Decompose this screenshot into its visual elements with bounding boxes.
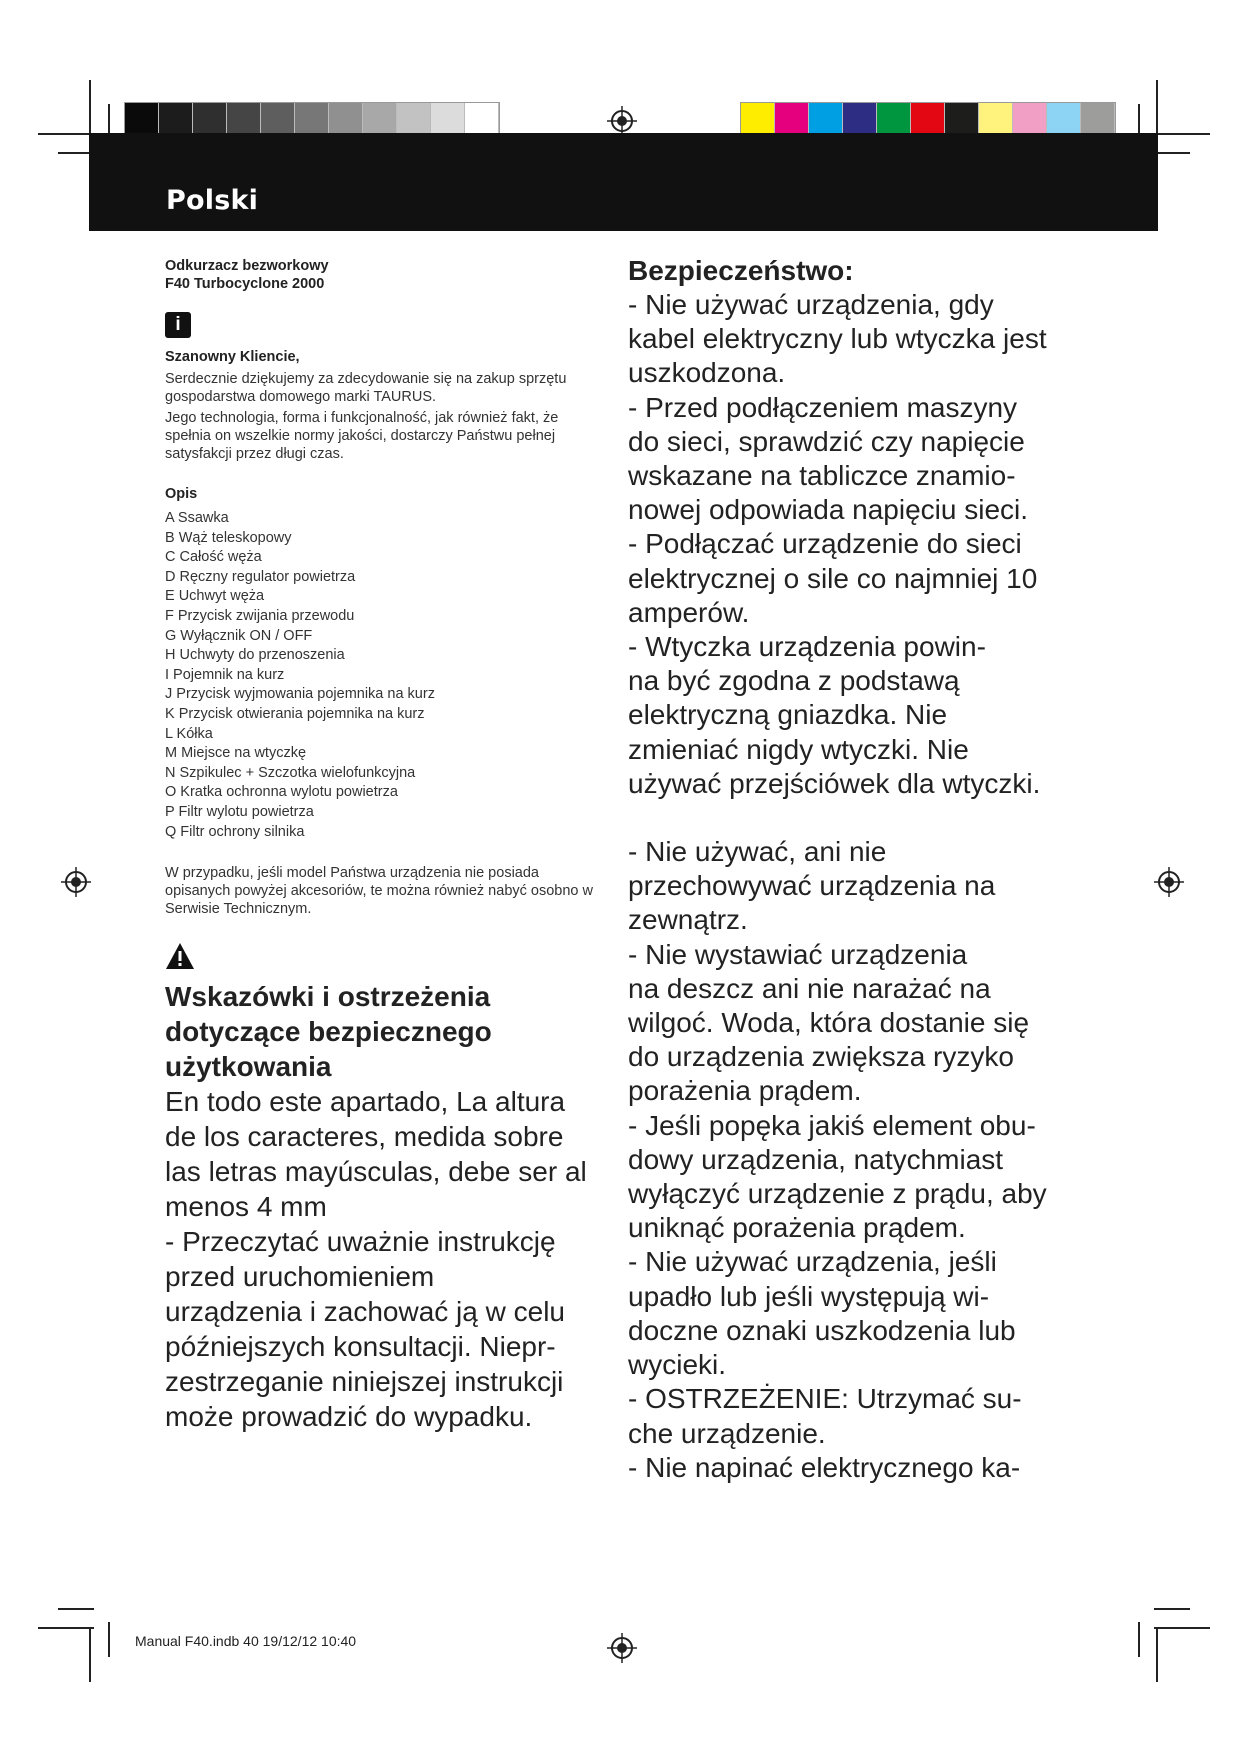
text-line: elektryczną gniazdka. Nie bbox=[628, 699, 948, 731]
list-item: B Wąż teleskopowy bbox=[165, 529, 292, 546]
intro-paragraph: Jego technologia, forma i funkcjonalność, jak również fakt, że spełnia on wszelkie normy jakości, dostarczy Państwu pełnej satysfakcji przez długi czas. bbox=[165, 410, 559, 462]
left-column bbox=[165, 257, 605, 1434]
text-line: doczne oznaki uszkodzenia lub bbox=[628, 1314, 1016, 1346]
description-heading: Opis bbox=[165, 486, 198, 502]
heading-line: użytkowania bbox=[165, 1051, 332, 1083]
crop-mark bbox=[38, 1627, 94, 1629]
list-item: I Pojemnik na kurz bbox=[165, 666, 285, 683]
registration-mark-icon bbox=[1154, 867, 1184, 897]
crop-mark bbox=[1154, 133, 1210, 135]
text-line: En todo este apartado, La altura bbox=[165, 1086, 566, 1118]
text-line: może prowadzić do wypadku. bbox=[165, 1401, 533, 1433]
crop-mark bbox=[1156, 1627, 1158, 1682]
text-line: nowej odpowiada napięciu sieci. bbox=[628, 494, 1029, 526]
text-line: zewnątrz. bbox=[628, 904, 748, 936]
text-line: dowy urządzenia, natychmiast bbox=[628, 1143, 1004, 1175]
text-line: uszkodzona. bbox=[628, 357, 786, 389]
list-item: J Przycisk wyjmowania pojemnika na kurz bbox=[165, 686, 435, 703]
list-item: K Przycisk otwierania pojemnika na kurz bbox=[165, 705, 425, 722]
text-line: wycieki. bbox=[628, 1349, 727, 1381]
list-item: M Miejsce na wtyczkę bbox=[165, 745, 307, 762]
language-title: Polski bbox=[166, 185, 259, 216]
language-header-bar bbox=[89, 133, 1158, 231]
text-line: - OSTRZEŻENIE: Utrzymać su- bbox=[628, 1383, 1022, 1415]
crop-mark bbox=[58, 1608, 94, 1610]
warning-icon bbox=[165, 942, 195, 970]
list-item: H Uchwyty do przenoszenia bbox=[165, 647, 345, 664]
text-line: kabel elektryczny lub wtyczka jest bbox=[628, 323, 1047, 355]
text-line: - Nie wystawiać urządzenia bbox=[628, 938, 968, 970]
text-line: do urządzenia zwiększa ryzyko bbox=[628, 1041, 1014, 1073]
safety-heading bbox=[165, 979, 605, 1084]
text-line: las letras mayúsculas, debe ser al bbox=[165, 1156, 587, 1188]
safety-block-1 bbox=[628, 288, 1108, 801]
list-item: E Uchwyt węża bbox=[165, 588, 265, 605]
text-line: przed uruchomieniem bbox=[165, 1261, 435, 1293]
text-line: - Przed podłączeniem maszyny bbox=[628, 391, 1018, 423]
registration-mark-icon bbox=[607, 106, 637, 136]
crop-mark bbox=[108, 1622, 110, 1657]
list-item: A Ssawka bbox=[165, 510, 229, 526]
intro-paragraph: Serdecznie dziękujemy za zdecydowanie się na zakup sprzętu gospodarstwa domowego marki TAURUS. bbox=[165, 371, 567, 405]
safety-block-2 bbox=[628, 835, 1108, 1485]
registration-mark-icon bbox=[61, 867, 91, 897]
crop-mark bbox=[1156, 80, 1158, 135]
info-icon: i bbox=[165, 312, 191, 338]
text-line: - Nie używać, ani nie bbox=[628, 836, 887, 868]
safety-title: Bezpieczeństwo: bbox=[628, 255, 854, 286]
greeting: Szanowny Kliencie, bbox=[165, 349, 300, 365]
text-line: zestrzeganie niniejszej instrukcji bbox=[165, 1366, 564, 1398]
right-column bbox=[628, 254, 1108, 1485]
text-line: - Wtyczka urządzenia powin- bbox=[628, 631, 986, 663]
heading-line: dotyczące bezpiecznego bbox=[165, 1016, 492, 1048]
product-name: Odkurzacz bezworkowy bbox=[165, 258, 329, 274]
list-item: O Kratka ochronna wylotu powietrza bbox=[165, 784, 398, 801]
heading-line: Wskazówki i ostrzeżenia bbox=[165, 981, 491, 1013]
spanish-note bbox=[165, 1084, 605, 1224]
crop-mark bbox=[89, 1627, 91, 1682]
text-line: na być zgodna z podstawą bbox=[628, 665, 960, 697]
text-line: - Nie napinać elektrycznego ka- bbox=[628, 1451, 1021, 1483]
text-line: przechowywać urządzenia na bbox=[628, 870, 996, 902]
text-line: - Nie używać urządzenia, jeśli bbox=[628, 1246, 997, 1278]
text-line: amperów. bbox=[628, 596, 750, 628]
text-line: na deszcz ani nie narażać na bbox=[628, 972, 991, 1004]
accessories-note: W przypadku, jeśli model Państwa urządzenia nie posiada opisanych powyżej akcesoriów, te można również nabyć osobno w Serwisie Technicznym. bbox=[165, 865, 593, 918]
text-line: do sieci, sprawdzić czy napięcie bbox=[628, 425, 1025, 457]
text-line: - Przeczytać uważnie instrukcję bbox=[165, 1226, 556, 1258]
text-line: wilgoć. Woda, która dostanie się bbox=[628, 1007, 1030, 1039]
crop-mark bbox=[1154, 1608, 1190, 1610]
parts-list bbox=[165, 509, 605, 842]
text-line: che urządzenie. bbox=[628, 1417, 826, 1449]
file-slug: Manual F40.indb 40 19/12/12 10:40 bbox=[135, 1633, 357, 1649]
text-line: wyłączyć urządzenie z prądu, aby bbox=[628, 1178, 1047, 1210]
text-line: późniejszych konsultacji. Niepr- bbox=[165, 1331, 556, 1363]
text-line: porażenia prądem. bbox=[628, 1075, 862, 1107]
text-line: urządzenia i zachować ją w celu bbox=[165, 1296, 565, 1328]
text-line: elektrycznej o sile co najmniej 10 bbox=[628, 562, 1038, 594]
list-item: N Szpikulec + Szczotka wielofunkcyjna bbox=[165, 764, 416, 781]
crop-mark bbox=[1154, 152, 1190, 154]
text-line: - Podłączać urządzenie do sieci bbox=[628, 528, 1022, 560]
list-item: C Całość węża bbox=[165, 549, 262, 566]
read-instructions-paragraph bbox=[165, 1224, 605, 1434]
crop-mark bbox=[1154, 1627, 1210, 1629]
text-line: - Jeśli popęka jakiś element obu- bbox=[628, 1109, 1036, 1141]
list-item: L Kółka bbox=[165, 725, 213, 742]
list-item: Q Filtr ochrony silnika bbox=[165, 823, 305, 840]
text-line: - Nie używać urządzenia, gdy bbox=[628, 289, 994, 320]
text-line: używać przejściówek dla wtyczki. bbox=[628, 767, 1041, 799]
list-item: F Przycisk zwijania przewodu bbox=[165, 607, 355, 624]
crop-mark bbox=[38, 133, 94, 135]
list-item: G Wyłącznik ON / OFF bbox=[165, 627, 313, 644]
text-line: wskazane na tabliczce znamio- bbox=[628, 460, 1016, 492]
text-line: zmieniać nigdy wtyczki. Nie bbox=[628, 733, 969, 765]
list-item: P Filtr wylotu powietrza bbox=[165, 803, 314, 820]
product-model: F40 Turbocyclone 2000 bbox=[165, 276, 325, 292]
text-line: upadło lub jeśli występują wi- bbox=[628, 1280, 990, 1312]
text-line: menos 4 mm bbox=[165, 1191, 327, 1223]
list-item: D Ręczny regulator powietrza bbox=[165, 568, 356, 585]
registration-mark-icon bbox=[607, 1633, 637, 1663]
text-line: uniknąć porażenia prądem. bbox=[628, 1212, 966, 1244]
text-line: de los caracteres, medida sobre bbox=[165, 1121, 564, 1153]
crop-mark bbox=[1138, 1622, 1140, 1657]
crop-mark bbox=[89, 80, 91, 135]
